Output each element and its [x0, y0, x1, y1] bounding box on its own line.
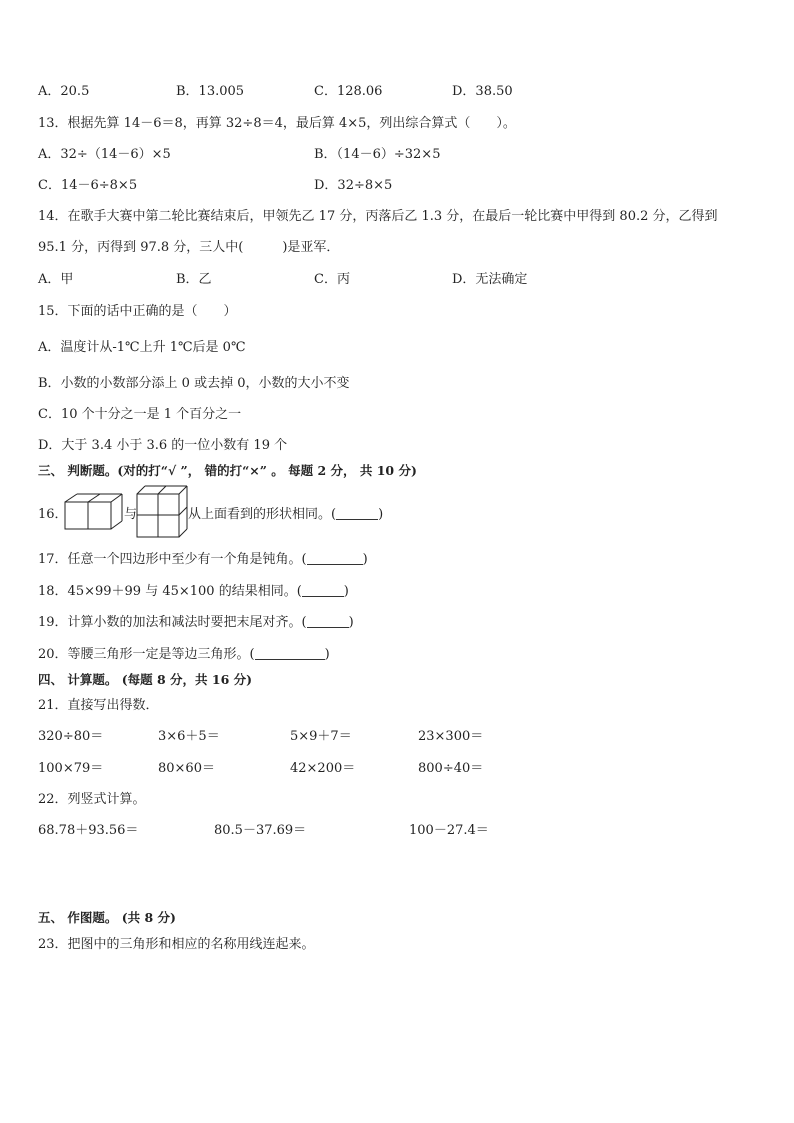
q16-statement: 从上面看到的形状相同。( [188, 507, 337, 522]
q12-option-b: B．13.005 [176, 84, 245, 99]
q19-answer-blank[interactable] [307, 615, 349, 628]
cube-figure-two-cubes [64, 493, 124, 531]
q12-option-d: D．38.50 [452, 84, 513, 99]
q20 [38, 647, 330, 663]
q15-option-a: A．温度计从-1℃上升 1℃后是 0℃ [38, 340, 246, 355]
q21-item: 800÷40＝ [418, 761, 484, 776]
q16-answer-blank[interactable] [336, 507, 378, 520]
cube-figure-four-cubes [136, 485, 188, 539]
q13-option-a: A．32÷（14－6）×5 [38, 147, 171, 162]
q22-item: 68.78＋93.56＝ [38, 823, 139, 838]
q17 [38, 552, 368, 568]
q15-option-c: C．10 个十分之一是 1 个百分之一 [38, 407, 242, 422]
q12-option-a: A．20.5 [38, 84, 90, 99]
q22-stem: 22．列竖式计算。 [38, 792, 146, 807]
q20-statement: 20．等腰三角形一定是等边三角形。( [38, 647, 255, 662]
q18 [38, 584, 349, 600]
q19-close-paren: ) [348, 615, 354, 630]
q16-number: 16． [38, 507, 68, 522]
q13-option-b: B．（14－6）÷32×5 [314, 147, 441, 162]
q21-item: 100×79＝ [38, 761, 104, 776]
q21-item: 23×300＝ [418, 729, 484, 744]
q19-statement: 19．计算小数的加法和减法时要把末尾对齐。( [38, 615, 307, 630]
q14-stem-line2: 95.1 分，丙得到 97.8 分，三人中( )是亚军． [38, 240, 340, 255]
q21-item: 5×9＋7＝ [290, 729, 352, 744]
q12-option-c: C．128.06 [314, 84, 383, 99]
q16-text [188, 507, 383, 523]
q17-answer-blank[interactable] [307, 552, 363, 565]
q14-option-d: D．无法确定 [452, 272, 528, 287]
q16-connector: 与 [124, 507, 138, 522]
section-3-heading: 三、 判断题。(对的打“√ ”， 错的打“×” 。 每题 2 分， 共 10 分) [38, 463, 417, 478]
q21-item: 80×60＝ [158, 761, 215, 776]
q14-stem-line1: 14．在歌手大赛中第二轮比赛结束后，甲领先乙 17 分，丙落后乙 1.3 分，在最后一轮比赛中甲得到 80.2 分，乙得到 [38, 209, 718, 224]
q21-item: 320÷80＝ [38, 729, 104, 744]
q15-stem: 15．下面的话中正确的是（ ） [38, 304, 237, 319]
q16-close-paren: ) [378, 507, 384, 522]
q15-option-d: D．大于 3.4 小于 3.6 的一位小数有 19 个 [38, 438, 288, 453]
q21-item: 42×200＝ [290, 761, 356, 776]
q21-stem: 21．直接写出得数． [38, 698, 159, 713]
q21-item: 3×6＋5＝ [158, 729, 220, 744]
q13-option-d: D．32÷8×5 [314, 178, 393, 193]
q17-statement: 17．任意一个四边形中至少有一个角是钝角。( [38, 552, 307, 567]
q22-item: 100－27.4＝ [409, 823, 489, 838]
q22-item: 80.5－37.69＝ [214, 823, 307, 838]
q14-option-b: B．乙 [176, 272, 212, 287]
section-4-heading: 四、 计算题。 (每题 8 分，共 16 分) [38, 672, 253, 687]
q17-close-paren: ) [362, 552, 368, 567]
section-5-heading: 五、 作图题。 (共 8 分) [38, 910, 176, 925]
q15-option-b: B．小数的小数部分添上 0 或去掉 0，小数的大小不变 [38, 376, 350, 391]
q18-close-paren: ) [343, 584, 349, 599]
q19 [38, 615, 354, 631]
q18-statement: 18．45×99＋99 与 45×100 的结果相同。( [38, 584, 302, 599]
q13-stem: 13．根据先算 14－6＝8，再算 32÷8＝4，最后算 4×5，列出综合算式（ ）。 [38, 116, 516, 131]
q23-stem: 23．把图中的三角形和相应的名称用线连起来。 [38, 937, 315, 952]
q14-option-c: C．丙 [314, 272, 350, 287]
q18-answer-blank[interactable] [302, 584, 344, 597]
q13-option-c: C．14－6÷8×5 [38, 178, 138, 193]
q20-answer-blank[interactable] [255, 647, 325, 660]
q20-close-paren: ) [324, 647, 330, 662]
q14-option-a: A．甲 [38, 272, 74, 287]
